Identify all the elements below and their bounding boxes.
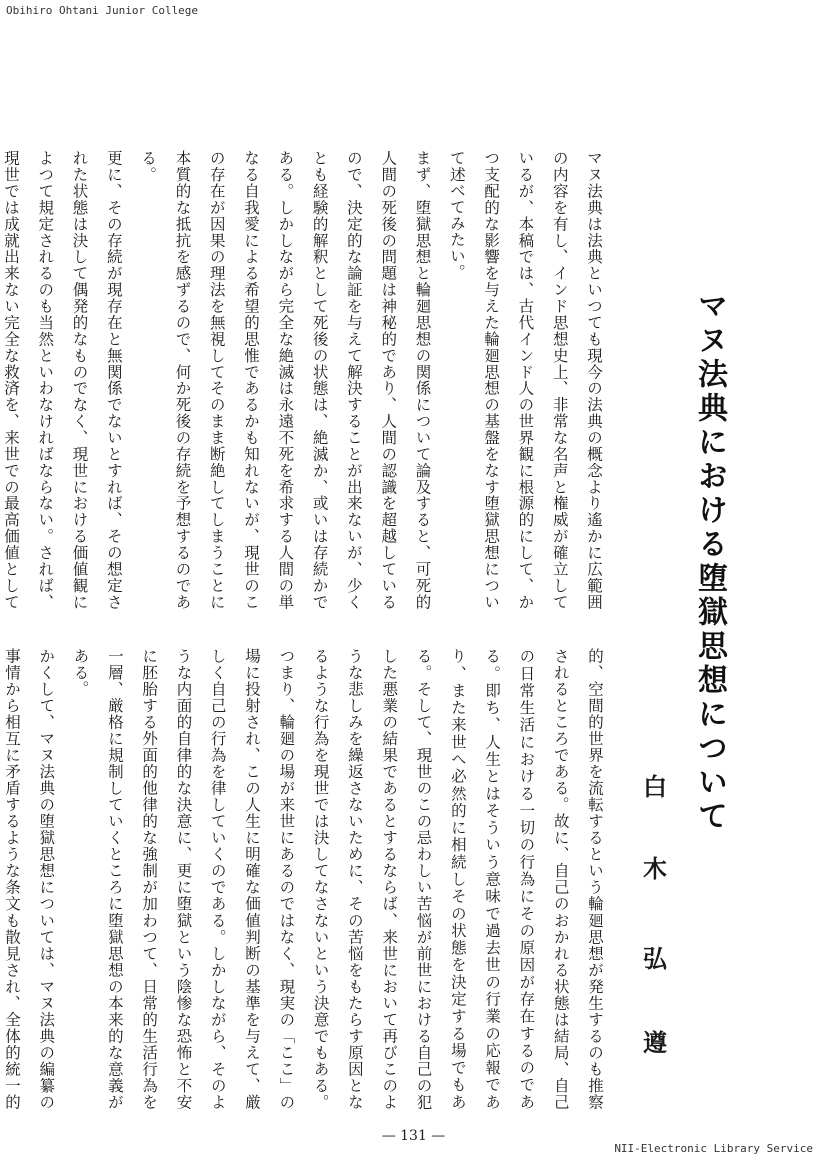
- article-title: マヌ法典における堕獄思想について: [692, 290, 727, 834]
- author-char: 遵: [643, 1028, 667, 1057]
- paragraph: 的、空間的世界を流転するという輪廻思想が発生するのも推察されるところである。故に、自己のおかれる状態は結局、自己の日常生活における一切の行為にその原因が存在するのである。即ち、人生とはそういう意味で過去世の行業の応報であり、また来世へ必然的に相続しその状態を決定する場でもある。そして、現世のこの忌わしい苦悩が前世における自己の犯した悪業の結果であるとするならば、来世において再びこのような悲しみを繰返さないために、その苦悩をもたらす原因となるような行為を現世では決してなさないという決意でもある。つまり、輪廻の場が来世にあるのではなく、現実の「ここ」の場に投射され、この人生に明確な価値判断の基準を与えて、厳しく自己の行為を律していくのである。しかしながら、そのような内面的自律的な決意に、更に堕獄という陰惨な恐怖と不安に胚胎する外面的他律的な強制が加わつて、日常的生活行為を一層、厳格に規制していくところに堕獄思想の本来的な意義がある。: [71, 648, 604, 1110]
- body-text-lower: [2, 648, 612, 1110]
- page-number: — 131 —: [381, 1128, 446, 1144]
- paragraph: かくして、マヌ法典の堕獄思想については、マヌ法典の編纂の事情から相互に矛盾するような条文も散見され、全体的統一的: [2, 648, 56, 1110]
- institution-header: Obihiro Ohtani Junior College: [6, 4, 199, 17]
- author-char: 白: [643, 772, 667, 801]
- author-char: 木: [643, 854, 667, 883]
- author-char: 弘: [643, 944, 667, 973]
- paragraph: 更に、その存続が現存在と無関係でないとすれば、その想定された状態は決して偶発的なものでなく、現世における価値観によつて規定されるのも当然といわなければならない。されば、現世では成就出来ない完全な救済を、来世での最高価値として: [1, 150, 123, 610]
- body-text-upper: [1, 150, 611, 610]
- library-footer: NII-Electronic Library Service: [614, 1142, 813, 1155]
- paragraph: まず、堕獄思想と輪廻思想の関係について論及すると、可死的人間の死後の問題は神秘的であり、人間の認識を超越しているので、決定的な論証を与えて解決することが出来ないが、少くとも経験的解釈として死後の状態は、絶滅か、或いは存続かである。しかしながら完全な絶滅は永遠不死を希求する人間の単なる自我愛による希望的思惟であるかも知れないが、現世のこの存在が因果の理法を無視してそのまま断絶してしまうことに本質的な抵抗を感ずるので、何か死後の存続を予想するのである。: [139, 150, 432, 610]
- author-name: [640, 772, 670, 1065]
- paragraph: マヌ法典は法典といつても現今の法典の概念より遙かに広範囲の内容を有し、インド思想史上、非常な名声と権威が確立しているが、本稿では、古代インド人の世界観に根源的にして、かつ支配的な影響を与えた輪廻思想の基盤をなす堕獄思想について述べてみたい。: [447, 150, 603, 610]
